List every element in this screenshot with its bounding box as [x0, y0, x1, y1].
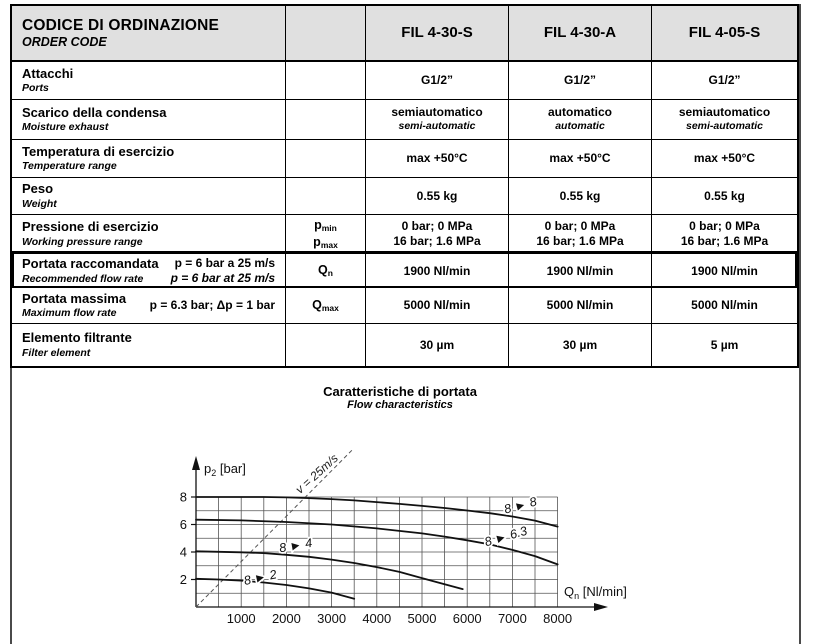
row-label-cell: [12, 254, 286, 288]
curve-label: 8 ► 8: [502, 494, 539, 517]
row-label-en: Temperature range: [22, 160, 117, 173]
row-value-line: 30 µm: [419, 337, 455, 352]
row-label-cell: [12, 100, 286, 139]
row-value-line: automatic: [555, 120, 605, 133]
x-tick-label: 6000: [452, 611, 482, 626]
x-tick-label: 3000: [317, 611, 347, 626]
curve-label: 8 ► 4: [278, 535, 314, 556]
row-label-en: Filter element: [22, 346, 91, 359]
order-code-title: [22, 8, 219, 58]
row-value-cell: [652, 324, 797, 366]
table-row: [12, 324, 797, 366]
row-value-line: 0 bar; 0 MPa: [544, 219, 616, 234]
row-label-en: Maximum flow rate: [22, 307, 117, 320]
row-value-cell: [652, 178, 797, 214]
quantity-symbol: $p_{max}$: [313, 235, 338, 251]
x-tick-label: 1000: [226, 611, 256, 626]
row-value-line: 5000 Nl/min: [691, 298, 758, 312]
row-value-cell: [509, 62, 652, 99]
order-code-title-it: CODICE DI ORDINAZIONE: [22, 16, 220, 34]
quantity-symbol: $Q_n$: [318, 263, 333, 279]
row-label-it: Portata massima: [22, 290, 127, 306]
row-value-cell: [366, 62, 509, 99]
row-symbol-cell: [286, 324, 366, 366]
chart-title-block: [10, 384, 790, 411]
row-value-line: 0.55 kg: [559, 188, 601, 203]
row-label-en: Ports: [22, 82, 49, 95]
row-value-line: 16 bar; 1.6 MPa: [393, 234, 481, 249]
row-value-line: 1900 Nl/min: [691, 263, 758, 278]
row-symbol-cell: [286, 140, 366, 177]
row-value-line: semiautomatico: [678, 105, 771, 120]
row-symbol-cell: [286, 100, 366, 139]
row-label-cell: [12, 324, 286, 366]
row-value-cell: [366, 215, 509, 253]
row-label-en: Moisture exhaust: [22, 121, 109, 134]
page-frame-right: [799, 4, 801, 644]
row-value-cell: [366, 288, 509, 323]
order-code-title-en: ORDER CODE: [22, 34, 107, 49]
row-value-cell: [652, 215, 797, 253]
flow-characteristics-chart: [150, 436, 650, 642]
row-condition: [171, 256, 281, 286]
row-value-line: semi-automatic: [398, 120, 476, 133]
row-value-cell: [509, 254, 652, 288]
table-row: [12, 62, 797, 100]
row-symbol-cell: [286, 62, 366, 99]
symbol-header-cell: [286, 6, 366, 60]
row-value-line: G1/2”: [563, 73, 596, 87]
quantity-symbol: $p_{min}$: [314, 218, 337, 233]
row-label-it: Pressione di esercizio: [22, 219, 159, 235]
row-value-line: semiautomatico: [391, 105, 483, 120]
row-label-cell: [12, 288, 286, 323]
row-label-it: Elemento filtrante: [22, 330, 132, 346]
row-value-line: 0 bar; 0 MPa: [689, 219, 760, 234]
quantity-symbol: $Q_{max}$: [312, 297, 339, 313]
flow-curve: [196, 551, 463, 589]
row-label-it: Portata raccomandata: [22, 256, 159, 272]
x-tick-label: 2000: [271, 611, 301, 626]
row-label-it: Peso: [22, 181, 54, 197]
row-label-cell: [12, 215, 286, 253]
product-header-2: FIL 4-30-A: [509, 6, 652, 60]
row-condition-line1: p = 6 bar a 25 m/s: [174, 256, 275, 270]
row-value-cell: [366, 254, 509, 288]
table-row: [12, 252, 797, 288]
x-tick-label: 5000: [407, 611, 437, 626]
row-symbol-cell: [286, 288, 366, 323]
row-value-cell: [652, 62, 797, 99]
row-value-line: G1/2”: [708, 73, 741, 87]
row-symbol-cell: [286, 215, 366, 253]
spec-table: [10, 4, 799, 368]
y-tick-label: 2: [179, 572, 187, 587]
curve-label: 8 ► 2: [242, 567, 278, 588]
table-row: [12, 178, 797, 215]
row-condition-line2: p = 6 bar at 25 m/s: [170, 271, 275, 285]
row-symbol-cell: [286, 254, 366, 288]
flow-curve: [196, 579, 354, 599]
row-label-cell: [12, 178, 286, 214]
x-tick-label: 4000: [362, 611, 392, 626]
row-value-cell: [509, 100, 652, 139]
row-label-en: Recommended flow rate: [22, 272, 144, 285]
row-value-line: 16 bar; 1.6 MPa: [536, 234, 624, 249]
x-axis-arrow-icon: [594, 603, 608, 611]
row-value-line: 5 µm: [710, 337, 739, 352]
row-value-cell: [652, 254, 797, 288]
row-label-en: Weight: [22, 197, 57, 210]
chart-title-en: Flow characteristics: [347, 399, 453, 411]
order-code-header-cell: [12, 6, 286, 60]
row-value-line: 16 bar; 1.6 MPa: [680, 234, 769, 249]
row-value-cell: [366, 178, 509, 214]
y-tick-label: 4: [179, 544, 187, 560]
row-label-cell: [12, 140, 286, 177]
row-value-cell: [509, 178, 652, 214]
row-value-line: 1900 Nl/min: [403, 263, 471, 278]
row-value-line: 0.55 kg: [704, 188, 745, 203]
row-value-cell: [366, 100, 509, 139]
row-value-line: G1/2”: [420, 73, 453, 87]
table-row: [12, 100, 797, 140]
row-value-cell: [366, 140, 509, 177]
y-axis-label: $p_2$ [bar]: [204, 461, 246, 478]
row-value-line: 0 bar; 0 MPa: [401, 219, 473, 234]
row-label-it: Scarico della condensa: [22, 104, 167, 120]
row-value-line: 1900 Nl/min: [546, 263, 614, 278]
row-value-cell: [366, 324, 509, 366]
row-value-line: 30 µm: [562, 337, 598, 352]
velocity-reference-label: v = 25m/s: [292, 451, 341, 497]
row-value-cell: [509, 215, 652, 253]
row-symbol-cell: [286, 178, 366, 214]
row-value-cell: [652, 140, 797, 177]
table-row: [12, 288, 797, 324]
row-value-line: automatico: [547, 105, 612, 120]
row-label-it: Attacchi: [22, 65, 74, 81]
product-header-1: FIL 4-30-S: [366, 6, 509, 60]
row-value-cell: [509, 140, 652, 177]
row-value-line: max +50°C: [693, 151, 756, 165]
y-axis-arrow-icon: [192, 456, 200, 470]
row-label-cell: [12, 62, 286, 99]
row-value-cell: [509, 324, 652, 366]
row-condition: [150, 290, 281, 321]
curve-label: 8 ► 6.3: [482, 523, 529, 550]
row-value-line: semi-automatic: [685, 120, 764, 133]
row-value-cell: [509, 288, 652, 323]
row-value-cell: [652, 100, 797, 139]
chart-title-it: Caratteristiche di portata: [323, 384, 477, 399]
row-condition-line1: p = 6.3 bar; Δp = 1 bar: [149, 298, 275, 312]
table-header-row: [12, 6, 797, 62]
row-value-cell: [652, 288, 797, 323]
table-row: [12, 215, 797, 252]
row-value-line: max +50°C: [549, 151, 611, 165]
y-tick-label: 8: [179, 489, 187, 505]
row-value-line: 0.55 kg: [416, 188, 458, 203]
table-row: [12, 140, 797, 178]
row-label-en: Working pressure range: [22, 235, 143, 248]
x-tick-label: 8000: [543, 611, 573, 626]
row-value-line: 5000 Nl/min: [403, 298, 471, 312]
product-header-3: FIL 4-05-S: [688, 23, 761, 41]
row-value-line: max +50°C: [406, 151, 468, 165]
row-value-line: 5000 Nl/min: [546, 298, 614, 312]
x-tick-label: 7000: [497, 611, 527, 626]
y-tick-label: 6: [179, 517, 187, 532]
x-axis-label: $Q_n$ [Nl/min]: [564, 584, 627, 601]
row-label-it: Temperatura di esercizio: [22, 143, 175, 159]
